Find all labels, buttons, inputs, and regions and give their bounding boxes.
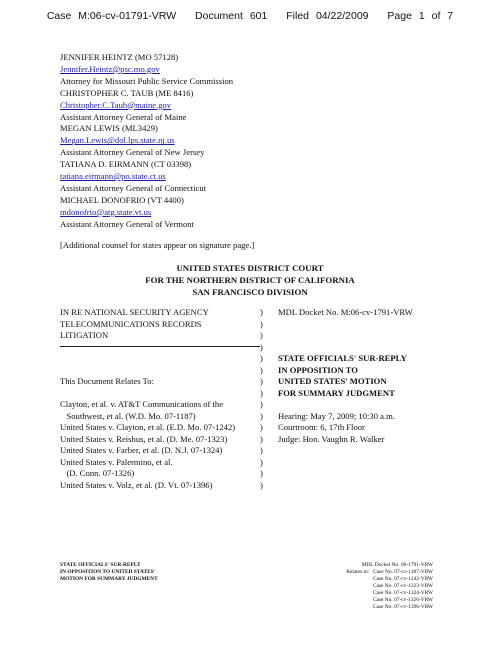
footer-case: Case No. 07-cv-1323-VRW xyxy=(372,583,433,589)
counsel-name: JENNIFER HEINTZ (MO 57128) xyxy=(60,52,179,62)
related-case: United States v. Reishus, et al. (D. Me. 07-1323) xyxy=(60,433,228,444)
footer-title-line: MOTION FOR SUMMARY JUDGMENT xyxy=(60,576,158,582)
counsel-title: Assistant Attorney General of Maine xyxy=(60,111,187,122)
caption-title-line: LITIGATION xyxy=(60,330,109,340)
counsel-name: CHRISTOPHER C. TAUB (ME 8416) xyxy=(60,87,194,98)
caption-title-line: IN RE NATIONAL SECURITY AGENCY xyxy=(60,307,209,317)
related-case: United States v. Volz, et al. (D. Vt. 07-1396) xyxy=(60,479,213,490)
caption-title-line: TELECOMMUNICATIONS RECORDS xyxy=(60,318,202,329)
related-case: (D. Conn. 07-1326) xyxy=(60,468,135,478)
footer-case: Case No. 07-cv-1324-VRW xyxy=(372,590,433,596)
motion-title-line: UNITED STATES' MOTION xyxy=(278,376,387,386)
filed-date: Filed 04/22/2009 xyxy=(286,10,369,22)
filing-header xyxy=(0,10,500,22)
footer-relates-label: Relates to: xyxy=(346,569,370,575)
footer-case: Case No. 07-cv-1187-VRW xyxy=(373,569,433,575)
motion-title-line: IN OPPOSITION TO xyxy=(278,364,358,375)
footer-docket-block xyxy=(318,562,433,611)
document-number: Document 601 xyxy=(195,10,268,22)
counsel-email-link[interactable]: Christopher.C.Taub@maine.gov xyxy=(60,99,172,110)
motion-title-line: FOR SUMMARY JUDGMENT xyxy=(278,387,395,398)
caption-parentheses: ) ) ) ) ) ) ) ) ) ) ) ) ) ) ) ) xyxy=(260,307,263,490)
footer-title-line: IN OPPOSITION TO UNITED STATES' xyxy=(60,569,156,575)
motion-title-line: STATE OFFICIALS' SUR-REPLY xyxy=(278,353,407,363)
counsel-name: TATIANA D. EIRMANN (CT 03398) xyxy=(60,159,192,170)
footer-title xyxy=(60,562,158,583)
related-case: United States v. Farber, et al. (D. N.J. 07-1324) xyxy=(60,445,223,455)
counsel-title: Assistant Attorney General of Connecticut xyxy=(60,182,207,193)
counsel-name: MEGAN LEWIS (ML3429) xyxy=(60,123,158,134)
counsel-email-link[interactable]: mdonofrio@atg.state.vt.us xyxy=(60,206,152,217)
relates-to-label: This Document Relates To: xyxy=(60,376,154,386)
counsel-title: Assistant Attorney General of Vermont xyxy=(60,218,194,229)
court-name: UNITED STATES DISTRICT COURT xyxy=(176,263,324,273)
footer-case: Case No. 07-cv-1242-VRW xyxy=(372,576,433,582)
counsel-block xyxy=(60,52,233,231)
court-district: FOR THE NORTHERN DISTRICT OF CALIFORNIA xyxy=(145,275,355,285)
counsel-email-link[interactable]: tatiana.eirmann@po.state.ct.us xyxy=(60,171,166,182)
mdl-docket: MDL Docket No. M:06-cv-1791-VRW xyxy=(278,307,413,317)
page-indicator: Page 1 of 7 xyxy=(387,10,454,22)
counsel-email-link[interactable]: Megan.Lewis@dol.lps.state.nj.us xyxy=(60,135,175,146)
court-division: SAN FRANCISCO DIVISION xyxy=(192,287,308,297)
counsel-name: MICHAEL DONOFRIO (VT 4400) xyxy=(60,194,184,205)
related-case: United States v. Clayton, et al. (E.D. Mo. 07-1242) xyxy=(60,422,236,432)
related-case: United States v. Palermino, et al. xyxy=(60,456,173,467)
related-case: Clayton, et al. v. AT&T Communications of the xyxy=(60,399,224,409)
counsel-title: Attorney for Missouri Public Service Commission xyxy=(60,75,234,86)
hearing-info: Hearing: May 7, 2009; 10:30 a.m. xyxy=(278,410,395,421)
footer-case: Case No. 07-cv-1326-VRW xyxy=(372,597,433,603)
counsel-email-link[interactable]: Jennifer.Heintz@psc.mo.gov xyxy=(60,63,160,74)
judge-info: Judge: Hon. Vaughn R. Walker xyxy=(278,433,385,444)
footer-docket: MDL Docket No. 06-1791-VRW xyxy=(361,562,433,568)
additional-counsel-note: [Additional counsel for states appear on signature page.] xyxy=(60,240,255,250)
counsel-title: Assistant Attorney General of New Jersey xyxy=(60,147,205,158)
courtroom-info: Courtroom: 6, 17th Floor xyxy=(278,422,365,432)
caption-parties xyxy=(60,307,260,491)
court-heading xyxy=(0,262,500,298)
related-case: Southwest, et al. (W.D. Mo. 07-1187) xyxy=(60,410,196,421)
footer-case: Case No. 07-cv-1396-VRW xyxy=(372,604,433,610)
caption-divider xyxy=(60,346,260,347)
footer-title-line: STATE OFFICIALS' SUR-REPLY xyxy=(60,562,141,568)
caption-details xyxy=(278,307,478,445)
case-number: Case M:06-cv-01791-VRW xyxy=(46,10,177,22)
